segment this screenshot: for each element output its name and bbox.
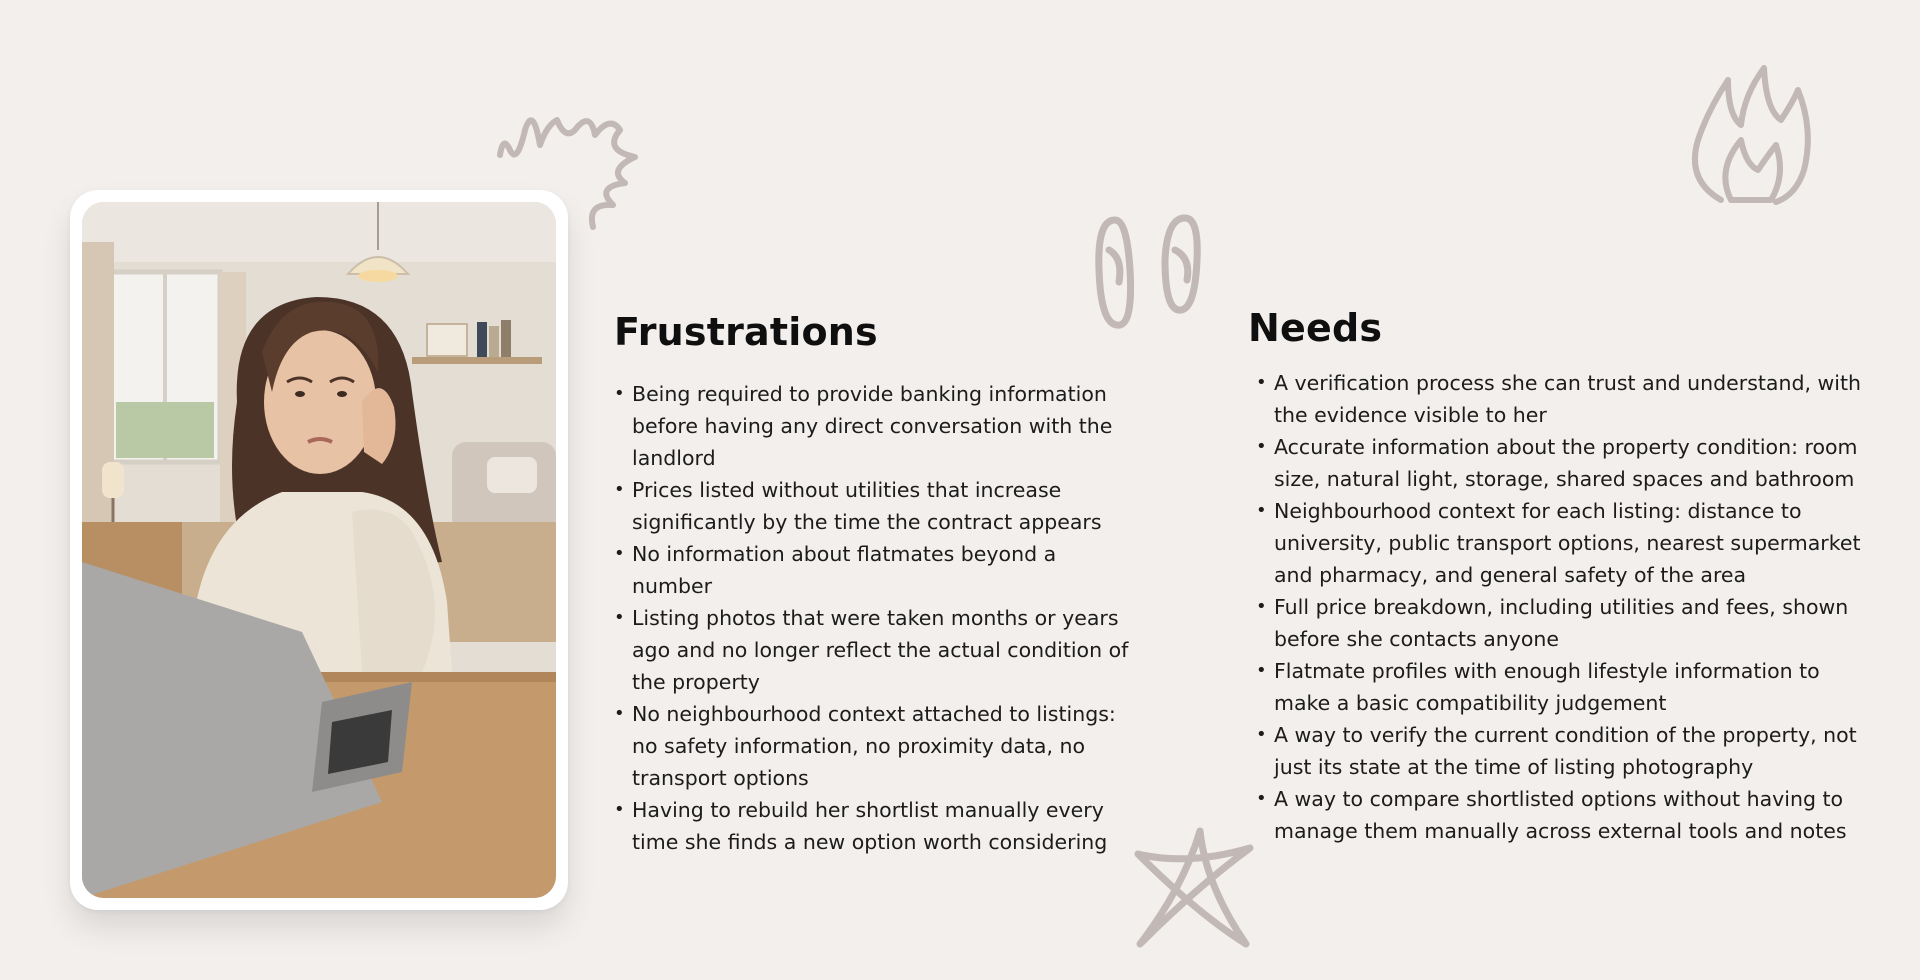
need-item: • Flatmate profiles with enough lifestyle information to make a basic compatibility judgement bbox=[1256, 655, 1866, 719]
frustration-item: • No information about flatmates beyond a number bbox=[614, 538, 1134, 602]
frustration-item: • Prices listed without utilities that increase significantly by the time the contract appears bbox=[614, 474, 1134, 538]
persona-photo bbox=[82, 202, 556, 898]
frustration-item: • No neighbourhood context attached to listings: no safety information, no proximity data, no transport options bbox=[614, 698, 1134, 794]
need-item: • Neighbourhood context for each listing: distance to university, public transport options, nearest supermarket and pharmacy, and general safety of the area bbox=[1256, 495, 1866, 591]
need-item: • A verification process she can trust and understand, with the evidence visible to her bbox=[1256, 367, 1866, 431]
need-item: • A way to compare shortlisted options without having to manage them manually across external tools and notes bbox=[1256, 783, 1866, 847]
frustration-item: • Listing photos that were taken months or years ago and no longer reflect the actual condition of the property bbox=[614, 602, 1134, 698]
flame-icon bbox=[1686, 60, 1816, 210]
frustration-item: • Having to rebuild her shortlist manually every time she finds a new option worth considering bbox=[614, 794, 1134, 858]
frustrations-heading: Frustrations bbox=[614, 310, 878, 354]
frustration-item: • Being required to provide banking information before having any direct conversation with the landlord bbox=[614, 378, 1134, 474]
need-item: • A way to verify the current condition of the property, not just its state at the time of listing photography bbox=[1256, 719, 1866, 783]
need-item: • Full price breakdown, including utilities and fees, shown before she contacts anyone bbox=[1256, 591, 1866, 655]
need-item: • Accurate information about the property condition: room size, natural light, storage, shared spaces and bathroom bbox=[1256, 431, 1866, 495]
needs-list bbox=[1256, 367, 1866, 847]
star-icon bbox=[1128, 826, 1253, 951]
woman-at-laptop-illustration bbox=[82, 202, 556, 898]
persona-photo-card bbox=[70, 190, 568, 910]
scribble-burst-icon bbox=[495, 95, 655, 230]
needs-heading: Needs bbox=[1248, 306, 1383, 350]
frustrations-list bbox=[614, 378, 1134, 858]
quotation-marks-icon bbox=[1095, 210, 1215, 335]
